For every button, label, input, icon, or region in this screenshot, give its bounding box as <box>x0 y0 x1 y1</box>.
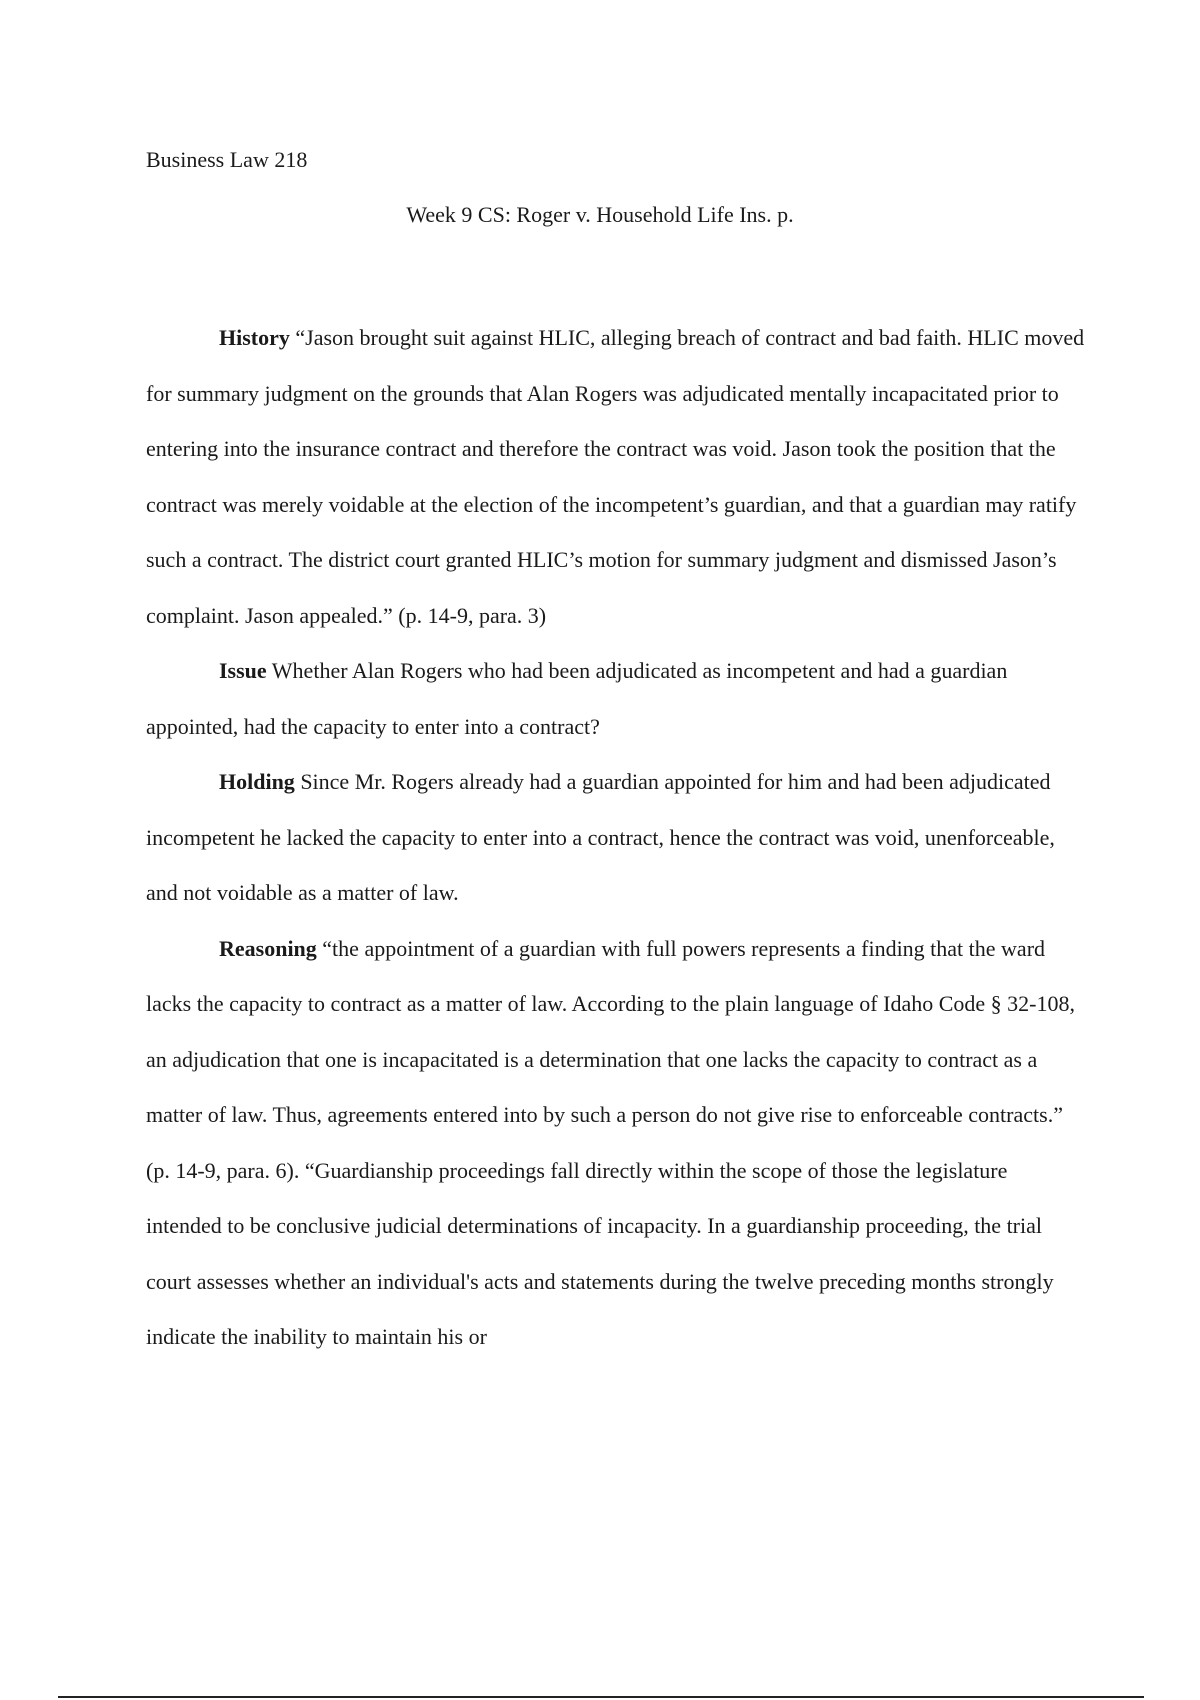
issue-label: Issue <box>219 658 267 683</box>
holding-label: Holding <box>219 769 295 794</box>
page-title: Week 9 CS: Roger v. Household Life Ins. p. <box>406 202 794 227</box>
holding-paragraph <box>146 754 1086 921</box>
reasoning-paragraph <box>146 921 1086 1365</box>
history-label: History <box>219 325 290 350</box>
reasoning-text: “the appointment of a guardian with full powers represents a finding that the ward lacks the capacity to contract as a matter of law. According to the plain language of Idaho Code § 32-108, an adjudication that one is incapacitated is a determination that one lacks the capacity to contract as a matter of law. Thus, agreements entered into by such a person do not give rise to enforceable contracts.” (p. 14-9, para. 6). “Guardianship proceedings fall directly within the scope of those the legislature intended to be conclusive judicial determinations of incapacity. In a guardianship proceeding, the trial court assesses whether an individual's acts and statements during the twelve preceding months strongly indicate the inability to maintain his or <box>146 935 1075 1349</box>
history-text: “Jason brought suit against HLIC, alleging breach of contract and bad faith. HLIC moved for summary judgment on the grounds that Alan Rogers was adjudicated mentally incapacitated prior to entering into the insurance contract and therefore the contract was void. Jason took the position that the contract was merely voidable at the election of the incompetent’s guardian, and that a guardian may ratify such a contract. The district court granted HLIC’s motion for summary judgment and dismissed Jason’s complaint. Jason appealed.” (p. 14-9, para. 3) <box>146 325 1085 628</box>
document-body <box>146 310 1086 1365</box>
issue-paragraph <box>146 643 1086 754</box>
history-paragraph <box>146 310 1086 643</box>
holding-text: Since Mr. Rogers already had a guardian appointed for him and had been adjudicated incompetent he lacked the capacity to enter into a contract, hence the contract was void, unenforceable, and not voidable as a matter of law. <box>146 769 1055 905</box>
page-bottom-divider <box>58 1696 1144 1698</box>
course-name: Business Law 218 <box>146 147 308 172</box>
reasoning-label: Reasoning <box>219 935 317 961</box>
issue-text: Whether Alan Rogers who had been adjudicated as incompetent and had a guardian appointed, had the capacity to enter into a contract? <box>146 658 1008 739</box>
